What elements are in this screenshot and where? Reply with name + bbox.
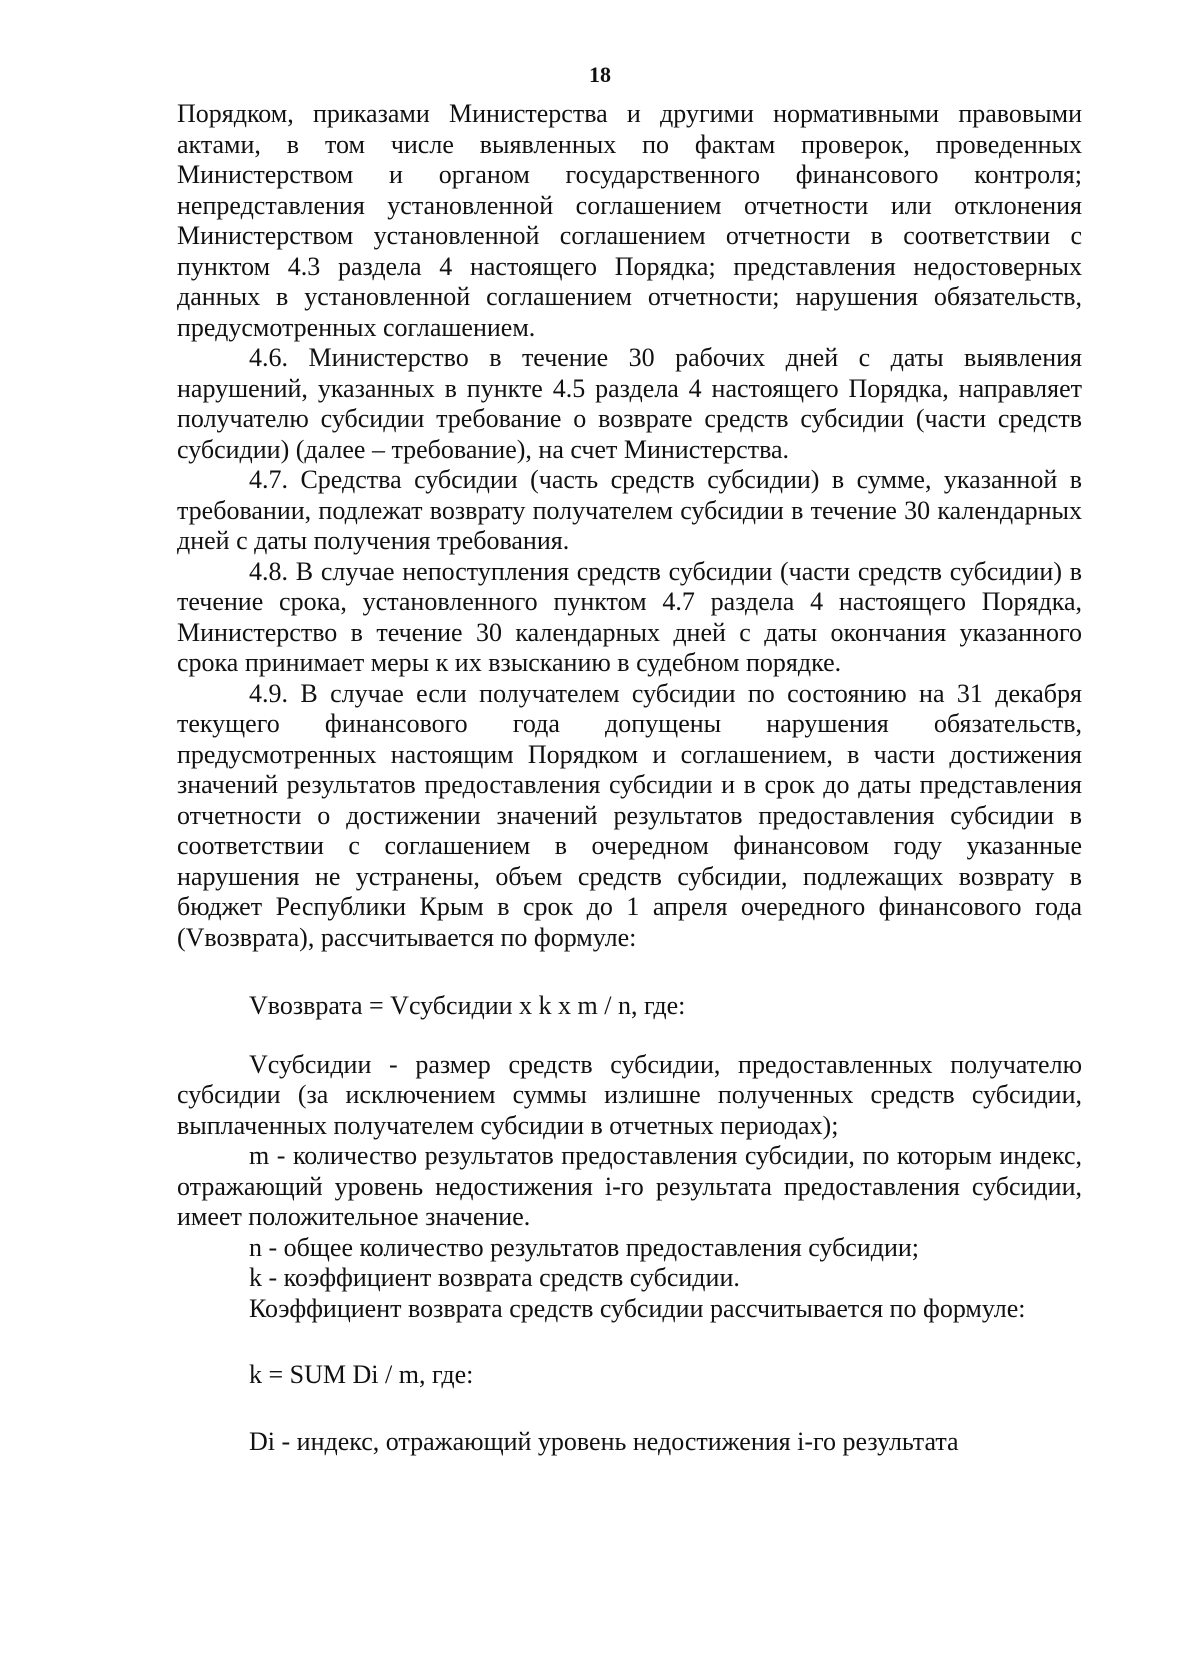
- document-body: [177, 99, 1082, 1457]
- formula-k: k = SUM Di / m, где:: [249, 1360, 474, 1389]
- formula-v-return: Vвозврата = Vсубсидии x k x m / n, где:: [249, 991, 686, 1020]
- paragraph-4-8: 4.8. В случае непоступления средств субсидии (части средств субсидии) в течение срока, установленного пунктом 4.7 раздела 4 настоящего Порядка, Министерство в течение 30 календарных дней с даты окончания указанного срока принимает меры к их взысканию в судебном порядке.: [177, 556, 1082, 677]
- paragraph-4-6: 4.6. Министерство в течение 30 рабочих дней с даты выявления нарушений, указанных в пункте 4.5 раздела 4 настоящего Порядка, направляет получателю субсидии требование о возврате средств субсидии (части средств субсидии) (далее – требование), на счет Министерства.: [177, 343, 1082, 464]
- definition-k: k - коэффициент возврата средств субсидии.: [249, 1263, 740, 1292]
- definition-n: n - общее количество результатов предоставления субсидии;: [249, 1232, 920, 1262]
- paragraph-4-9: 4.9. В случае если получателем субсидии по состоянию на 31 декабря текущего финансового года допущены нарушения обязательств, предусмотренных настоящим Порядком и соглашением, в части достижения значений результатов предоставления субсидии и в срок до даты представления отчетности о достижении значений результатов предоставления субсидии в соответствии с соглашением в очередном финансовом году указанные нарушения не устранены, объем средств субсидии, подлежащих возврату в бюджет Республики Крым в срок до 1 апреля очередного финансового года (Vвозврата), рассчитывается по формуле:: [177, 678, 1082, 952]
- page-number: 18: [589, 62, 611, 87]
- definition-di: Di - индекс, отражающий уровень недостижения i-го результата: [249, 1426, 959, 1456]
- definition-v-subsidy: Vсубсидии - размер средств субсидии, предоставленных получателю субсидии (за исключением суммы излишне полученных средств субсидии, выплаченных получателем субсидии в отчетных периодах);: [177, 1049, 1082, 1140]
- definition-m: m - количество результатов предоставления субсидии, по которым индекс, отражающий уровень недостижения i-го результата предоставления субсидии, имеет положительное значение.: [177, 1141, 1082, 1231]
- paragraph-intro-continuation: Порядком, приказами Министерства и другими нормативными правовыми актами, в том числе выявленных по фактам проверок, проведенных Министерством и органом государственного финансового контроля; непредставления установленной соглашением отчетности или отклонения Министерством установленной соглашением отчетности в соответствии с пунктом 4.3 раздела 4 настоящего Порядка; представления недостоверных данных в установленной соглашением отчетности; нарушения обязательств, предусмотренных соглашением.: [177, 99, 1082, 342]
- coefficient-intro: Коэффициент возврата средств субсидии рассчитывается по формуле:: [249, 1293, 1026, 1323]
- paragraph-4-7: 4.7. Средства субсидии (часть средств субсидии) в сумме, указанной в требовании, подлежат возврату получателем субсидии в течение 30 календарных дней с даты получения требования.: [177, 465, 1082, 555]
